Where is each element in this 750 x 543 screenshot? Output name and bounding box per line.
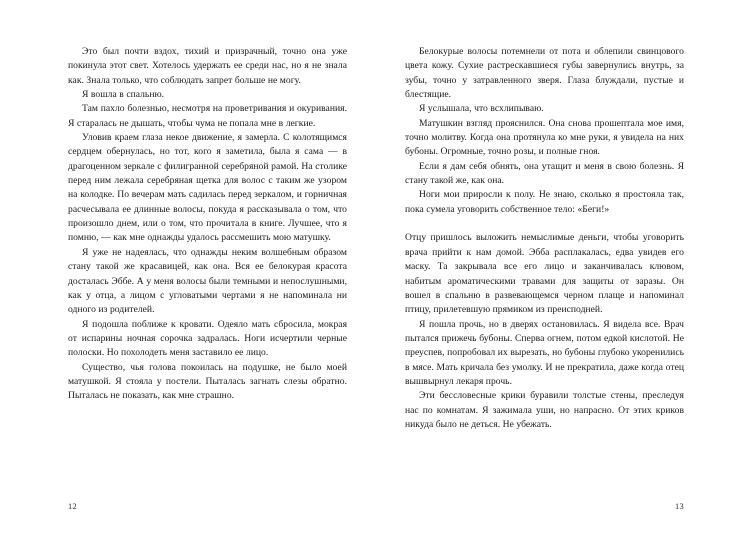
page-number-right: 13 bbox=[675, 501, 684, 511]
paragraph: Если я дам себя обнять, она утащит и меня в свою болезнь. Я стану такой же, как она. bbox=[405, 160, 684, 187]
paragraph: Я вошла в спальню. bbox=[82, 89, 165, 101]
paragraph: Отцу пришлось выложить немыслимые деньги, чтобы уговорить врача прийти к нам домой. Эбба расплакалась, едва увидев его маску. Та закрывала все его лицо и заканчивалась клювом, набитым ароматическими травами для защиты от заразы. Он вошел в спальню в развевающемся черном плаще и напоминал птицу, прилетевшую прямиком из преисподней. bbox=[405, 232, 684, 316]
page-number-left: 12 bbox=[68, 501, 77, 511]
paragraph: Там пахло болезнью, несмотря на проветривания и окуривания. Я старалась не дышать, чтобы чума не попала мне в легкие. bbox=[68, 103, 347, 129]
paragraph: Я пошла прочь, но в дверях остановилась. Я видела все. Врач пытался прижечь бубоны. Сперва огнем, потом едкой кислотой. Не преуспев, попробовал их вырезать, но бубоны глубоко укоренились в мясе. Мать кричала без умолку. И не прекратила, даже когда отец вышвырнул лекаря прочь. bbox=[405, 318, 684, 387]
paragraph: Матушкин взгляд прояснился. Она снова прошептала мое имя, точно молитву. Когда она протянула ко мне руки, я увидела на них бубоны. Огромные, точно розы, и полные гноя. bbox=[405, 117, 684, 158]
paragraph: Я услышала, что всхлипываю. bbox=[419, 103, 544, 115]
paragraph: Существо, чья голова покоилась на подушке, не было моей матушкой. Я стояла у постели. Пыталась загнать слезы обратно. Пыталась не показать, как мне страшно. bbox=[68, 361, 347, 402]
right-page bbox=[375, 0, 750, 543]
paragraph: Это был почти вздох, тихий и призрачный, точно она уже покинула этот свет. Хотелось удержать ее среди нас, но я не знала как. Знала только, что соблюдать запрет больше не могу. bbox=[68, 46, 347, 86]
paragraph: Эти бессловесные крики буравили толстые стены, преследуя нас по комнатам. Я зажимала уши, но напрасно. От этих криков никуда было не деться. Не убежать. bbox=[405, 390, 684, 430]
left-page-text-column bbox=[68, 45, 347, 404]
paragraph: Уловив краем глаза некое движение, я замерла. С колотящимся сердцем обернулась, но тот, кого я заметила, была я сама — в драгоценном зеркале с филигранной серебряной рамой. На столике перед ним лежала серебряная щетка для волос с таким же узором на колодке. По вечерам мать садилась перед зеркалом, и горничная расчесывала ее длинные волосы, покуда я рассказывала о том, что произошло днем, или о том, что прочитала в книге. Лучшее, что я помню, — как мне однажды удалось рассмешить мою матушку. bbox=[68, 132, 347, 244]
right-page-text-column bbox=[405, 45, 684, 432]
paragraph: Белокурые волосы потемнели от пота и облепили свинцового цвета кожу. Сухие растрескавшиеся губы завернулись внутрь, за зубы, точно у затравленного зверя. Глаза блуждали, пустые и блестящие. bbox=[405, 46, 684, 101]
paragraph: Ноги мои приросли к полу. Не знаю, сколько я простояла так, пока сумела уговорить собственное тело: «Беги!» bbox=[405, 189, 684, 215]
paragraph: Я подошла поближе к кровати. Одеяло мать сбросила, мокрая от испарины ночная сорочка задралась. Ноги исчертили черные полоски. Но похолодеть меня заставило ее лицо. bbox=[68, 318, 347, 359]
paragraph: Я уже не надеялась, что однажды неким волшебным образом стану такой же красавицей, как она. Вся ее белокурая красота досталась Эббе. А у меня волосы были темными и непослушными, как у отца, а лицом с угловатыми чертами я не напоминала ни одного из родителей. bbox=[68, 246, 347, 316]
